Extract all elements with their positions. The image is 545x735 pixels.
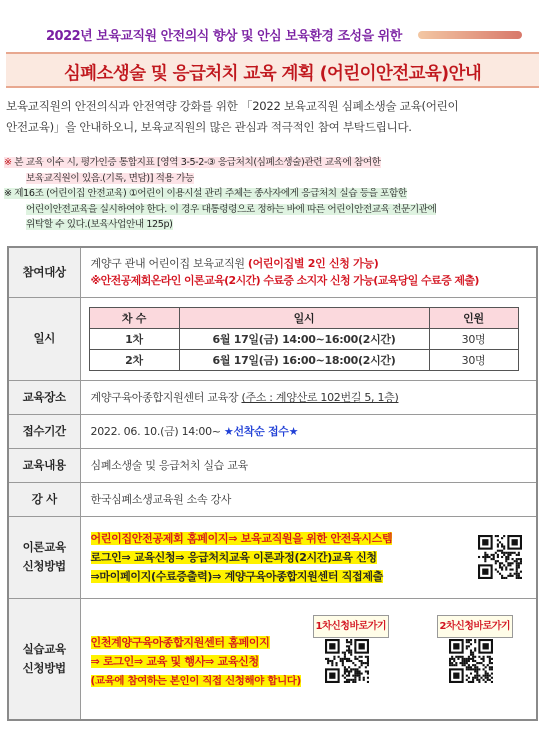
- round-1-qr-code-icon[interactable]: [325, 639, 369, 683]
- row-period: [8, 414, 537, 448]
- practice-step-2: ⇒ 로그인⇒ 교육 및 행사⇒ 교육신청: [90, 654, 259, 668]
- target-text: 계양구 관내 어린이집 보육교직원: [90, 257, 248, 271]
- schedule-capacity: 30명: [429, 328, 518, 349]
- subtitle-banner: [0, 22, 545, 48]
- note-1-line-a: ※ 본 교육 이수 시, 평가인증 통합지표 [영역 3-5-2-③ 응급처치(심폐소생술)관련 교육에 참여한: [4, 157, 381, 168]
- first-come-badge: ★선착순 접수★: [223, 425, 299, 438]
- notes-block: [4, 155, 539, 233]
- round-1-apply-link[interactable]: 1차신청바로가기: [313, 615, 390, 638]
- decorative-bar: [418, 31, 522, 39]
- row-target: [8, 247, 537, 297]
- row-theory: [8, 516, 537, 598]
- round-2-apply-link[interactable]: 2차신청바로가기: [437, 615, 514, 638]
- schedule-header-round: 차 수: [89, 307, 179, 328]
- practice-step-1: 인천계양구육아종합지원센터 홈페이지: [90, 635, 270, 649]
- place-address: (주소 : 계양산로 102번길 5, 1층): [241, 391, 399, 404]
- instructor-text: 한국심폐소생교육원 소속 강사: [80, 482, 537, 516]
- content-text: 심폐소생술 및 응급처치 실습 교육: [80, 448, 537, 482]
- row-schedule: [8, 297, 537, 380]
- table-row: [89, 328, 518, 349]
- label-target: 참여대상: [8, 247, 80, 297]
- table-row: [89, 349, 518, 370]
- page-title: 심폐소생술 및 응급처치 교육 계획 (어린이안전교육)안내: [63, 64, 482, 84]
- label-content: 교육내용: [8, 448, 80, 482]
- row-instructor: [8, 482, 537, 516]
- target-limit: (어린이집별 2인 신청 가능): [247, 257, 379, 271]
- schedule-table: [89, 307, 519, 371]
- schedule-header-datetime: 일시: [179, 307, 429, 328]
- label-schedule: 일시: [8, 297, 80, 380]
- period-text: 2022. 06. 10.(금) 14:00~: [90, 425, 224, 438]
- title-banner: [6, 52, 539, 88]
- note-1-mark: ※: [4, 157, 12, 168]
- label-place: 교육장소: [8, 380, 80, 414]
- intro-text: [6, 96, 539, 138]
- row-content: [8, 448, 537, 482]
- schedule-header-row: [89, 307, 518, 328]
- schedule-header-capacity: 인원: [429, 307, 518, 328]
- intro-line-2: 안전교육)」을 안내하오니, 보육교직원의 많은 관심과 적극적인 참여 부탁드립니다.: [6, 120, 412, 134]
- practice-note: (교육에 참여하는 본인이 직접 신청해야 합니다): [90, 674, 301, 687]
- label-theory: 이론교육 신청방법: [8, 516, 80, 598]
- note-2-line-c: 위탁할 수 있다.(보육사업안내 125p): [26, 219, 173, 230]
- theory-qr-code-icon[interactable]: [478, 535, 522, 579]
- note-1-line-b: 보육교직원이 있음.(기록, 면담)] 적용 가능: [26, 172, 194, 184]
- info-table: [7, 246, 538, 721]
- schedule-round: 1차: [89, 328, 179, 349]
- theory-step-1: 어린이집안전공제회 홈페이지⇒ 보육교직원을 위한 안전육시스템: [90, 531, 393, 545]
- target-note: ※안전공제회온라인 이론교육(2시간) 수료증 소지자 신청 가능(교육당일 수료증 제출): [90, 274, 479, 288]
- schedule-round: 2차: [89, 349, 179, 370]
- note-2-line-b: 어린이안전교육을 실시하여야 한다. 이 경우 대통령령으로 정하는 바에 따른 어린이안전교육 전문기관에: [26, 203, 437, 215]
- round-2-qr-code-icon[interactable]: [449, 639, 493, 683]
- note-2-line-a: ※ 제16조 (어린이집 안전교육) ①어린이 이용시설 관리 주체는 종사자에게 응급처치 실습 등을 포함한: [4, 188, 407, 199]
- row-place: [8, 380, 537, 414]
- theory-step-3: ⇒마이페이지(수료증출력)⇒ 계양구육아종합지원센터 직접제출: [90, 569, 383, 583]
- row-practice: [8, 598, 537, 720]
- schedule-datetime: 6월 17일(금) 14:00~16:00(2시간): [179, 328, 429, 349]
- note-2-mark: ※: [4, 188, 12, 199]
- intro-line-1: 보육교직원의 안전의식과 안전역량 강화를 위한 「2022 보육교직원 심폐소생술 교육(어린이: [6, 99, 459, 113]
- schedule-datetime: 6월 17일(금) 16:00~18:00(2시간): [179, 349, 429, 370]
- label-practice: 실습교육 신청방법: [8, 598, 80, 720]
- label-period: 접수기간: [8, 414, 80, 448]
- place-text: 계양구육아종합지원센터 교육장: [90, 391, 242, 404]
- label-instructor: 강 사: [8, 482, 80, 516]
- theory-step-2: 로그인⇒ 교육신청⇒ 응급처치교육 이론과정(2시간)교육 신청: [90, 550, 377, 564]
- schedule-capacity: 30명: [429, 349, 518, 370]
- page-subtitle: 2022년 보육교직원 안전의식 향상 및 안심 보육환경 조성을 위한: [46, 29, 402, 44]
